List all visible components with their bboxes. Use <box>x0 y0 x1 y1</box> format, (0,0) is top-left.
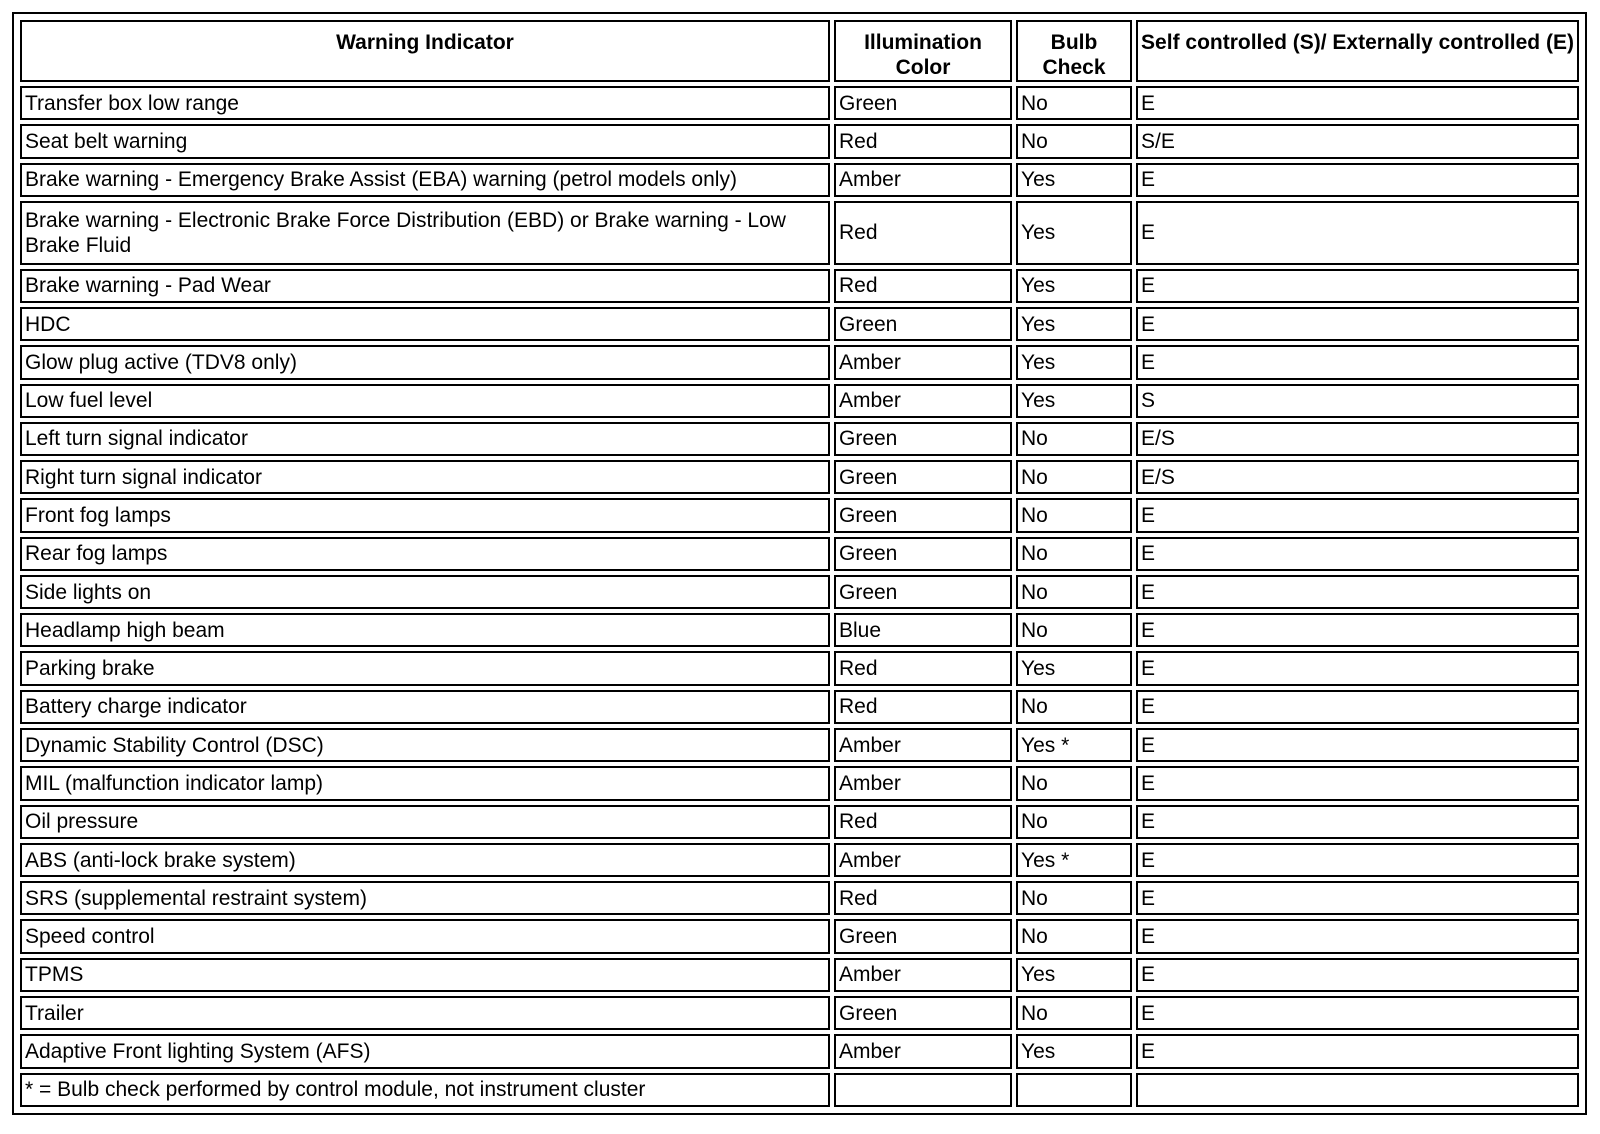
indicator-cell: Seat belt warning <box>20 124 830 158</box>
color-cell: Blue <box>834 613 1012 647</box>
control-cell: E <box>1136 575 1579 609</box>
indicator-cell: Adaptive Front lighting System (AFS) <box>20 1034 830 1068</box>
footnote-row <box>20 1073 1579 1107</box>
table-row <box>20 537 1579 571</box>
color-cell: Amber <box>834 384 1012 418</box>
bulb-check-cell: No <box>1016 498 1132 532</box>
color-cell: Amber <box>834 1034 1012 1068</box>
control-cell: E <box>1136 919 1579 953</box>
indicator-cell: MIL (malfunction indicator lamp) <box>20 766 830 800</box>
control-cell: E <box>1136 269 1579 303</box>
control-cell: E/S <box>1136 460 1579 494</box>
control-cell: E <box>1136 843 1579 877</box>
indicator-cell: Side lights on <box>20 575 830 609</box>
bulb-check-cell: Yes <box>1016 163 1132 197</box>
table-row <box>20 498 1579 532</box>
bulb-check-cell: No <box>1016 124 1132 158</box>
table-row <box>20 307 1579 341</box>
table-row <box>20 422 1579 456</box>
table-row <box>20 958 1579 992</box>
table-row <box>20 201 1579 265</box>
bulb-check-cell: Yes <box>1016 345 1132 379</box>
control-cell: E <box>1136 345 1579 379</box>
bulb-check-cell: No <box>1016 460 1132 494</box>
empty-cell <box>1136 1073 1579 1107</box>
indicator-cell: Speed control <box>20 919 830 953</box>
indicator-cell: HDC <box>20 307 830 341</box>
table-row <box>20 996 1579 1030</box>
indicator-cell: Rear fog lamps <box>20 537 830 571</box>
control-cell: E <box>1136 881 1579 915</box>
bulb-check-cell: No <box>1016 766 1132 800</box>
bulb-check-cell: Yes * <box>1016 843 1132 877</box>
indicator-cell: Trailer <box>20 996 830 1030</box>
color-cell: Red <box>834 269 1012 303</box>
indicator-cell: TPMS <box>20 958 830 992</box>
control-cell: E <box>1136 307 1579 341</box>
color-cell: Green <box>834 460 1012 494</box>
control-cell: E <box>1136 690 1579 724</box>
control-cell: E <box>1136 728 1579 762</box>
color-cell: Green <box>834 575 1012 609</box>
table-row <box>20 124 1579 158</box>
control-cell: E <box>1136 766 1579 800</box>
bulb-check-cell: No <box>1016 996 1132 1030</box>
table-row <box>20 843 1579 877</box>
bulb-check-cell: Yes <box>1016 384 1132 418</box>
color-cell: Red <box>834 124 1012 158</box>
bulb-check-cell: Yes <box>1016 1034 1132 1068</box>
color-cell: Red <box>834 651 1012 685</box>
header-control-type: Self controlled (S)/ Externally controlled (E) <box>1136 20 1579 82</box>
control-cell: E <box>1136 498 1579 532</box>
indicator-cell: Brake warning - Emergency Brake Assist (EBA) warning (petrol models only) <box>20 163 830 197</box>
control-cell: E <box>1136 805 1579 839</box>
control-cell: E <box>1136 613 1579 647</box>
bulb-check-cell: Yes <box>1016 651 1132 685</box>
bulb-check-cell: No <box>1016 881 1132 915</box>
indicator-cell: Headlamp high beam <box>20 613 830 647</box>
color-cell: Amber <box>834 958 1012 992</box>
table-row <box>20 613 1579 647</box>
bulb-check-cell: No <box>1016 537 1132 571</box>
indicator-cell: Battery charge indicator <box>20 690 830 724</box>
indicator-cell: Right turn signal indicator <box>20 460 830 494</box>
bulb-check-cell: No <box>1016 422 1132 456</box>
bulb-check-cell: Yes <box>1016 201 1132 265</box>
control-cell: E <box>1136 996 1579 1030</box>
table-row <box>20 881 1579 915</box>
empty-cell <box>834 1073 1012 1107</box>
table-row <box>20 919 1579 953</box>
bulb-check-cell: Yes <box>1016 307 1132 341</box>
header-illumination-color: Illumination Color <box>834 20 1012 82</box>
control-cell: S/E <box>1136 124 1579 158</box>
indicator-cell: Low fuel level <box>20 384 830 418</box>
color-cell: Red <box>834 881 1012 915</box>
color-cell: Green <box>834 86 1012 120</box>
empty-cell <box>1016 1073 1132 1107</box>
footnote: * = Bulb check performed by control module, not instrument cluster <box>20 1073 830 1107</box>
bulb-check-cell: Yes * <box>1016 728 1132 762</box>
color-cell: Green <box>834 996 1012 1030</box>
warning-indicator-table <box>16 16 1583 1111</box>
indicator-cell: Brake warning - Pad Wear <box>20 269 830 303</box>
color-cell: Green <box>834 498 1012 532</box>
color-cell: Amber <box>834 728 1012 762</box>
indicator-cell: Transfer box low range <box>20 86 830 120</box>
indicator-cell: Left turn signal indicator <box>20 422 830 456</box>
control-cell: E <box>1136 651 1579 685</box>
indicator-cell: SRS (supplemental restraint system) <box>20 881 830 915</box>
indicator-cell: Oil pressure <box>20 805 830 839</box>
table-row <box>20 345 1579 379</box>
indicator-cell: Brake warning - Electronic Brake Force Distribution (EBD) or Brake warning - Low Brake Fluid <box>20 201 830 265</box>
control-cell: E/S <box>1136 422 1579 456</box>
table-frame <box>12 12 1587 1115</box>
control-cell: E <box>1136 958 1579 992</box>
bulb-check-cell: No <box>1016 86 1132 120</box>
table-row <box>20 163 1579 197</box>
color-cell: Amber <box>834 163 1012 197</box>
indicator-cell: Glow plug active (TDV8 only) <box>20 345 830 379</box>
bulb-check-cell: Yes <box>1016 958 1132 992</box>
control-cell: S <box>1136 384 1579 418</box>
bulb-check-cell: No <box>1016 575 1132 609</box>
table-row <box>20 269 1579 303</box>
control-cell: E <box>1136 537 1579 571</box>
header-row <box>20 20 1579 82</box>
header-warning-indicator: Warning Indicator <box>20 20 830 82</box>
header-bulb-check: Bulb Check <box>1016 20 1132 82</box>
bulb-check-cell: No <box>1016 690 1132 724</box>
color-cell: Red <box>834 805 1012 839</box>
table-row <box>20 690 1579 724</box>
control-cell: E <box>1136 86 1579 120</box>
table-row <box>20 1034 1579 1068</box>
bulb-check-cell: No <box>1016 919 1132 953</box>
bulb-check-cell: No <box>1016 613 1132 647</box>
table-row <box>20 384 1579 418</box>
color-cell: Amber <box>834 843 1012 877</box>
color-cell: Green <box>834 919 1012 953</box>
control-cell: E <box>1136 201 1579 265</box>
indicator-cell: Parking brake <box>20 651 830 685</box>
bulb-check-cell: No <box>1016 805 1132 839</box>
table-row <box>20 575 1579 609</box>
table-row <box>20 766 1579 800</box>
color-cell: Green <box>834 422 1012 456</box>
color-cell: Amber <box>834 766 1012 800</box>
color-cell: Green <box>834 307 1012 341</box>
indicator-cell: Front fog lamps <box>20 498 830 532</box>
color-cell: Amber <box>834 345 1012 379</box>
color-cell: Green <box>834 537 1012 571</box>
control-cell: E <box>1136 1034 1579 1068</box>
indicator-cell: ABS (anti-lock brake system) <box>20 843 830 877</box>
indicator-cell: Dynamic Stability Control (DSC) <box>20 728 830 762</box>
control-cell: E <box>1136 163 1579 197</box>
table-row <box>20 86 1579 120</box>
bulb-check-cell: Yes <box>1016 269 1132 303</box>
table-row <box>20 728 1579 762</box>
color-cell: Red <box>834 201 1012 265</box>
color-cell: Red <box>834 690 1012 724</box>
table-row <box>20 460 1579 494</box>
table-row <box>20 651 1579 685</box>
table-row <box>20 805 1579 839</box>
